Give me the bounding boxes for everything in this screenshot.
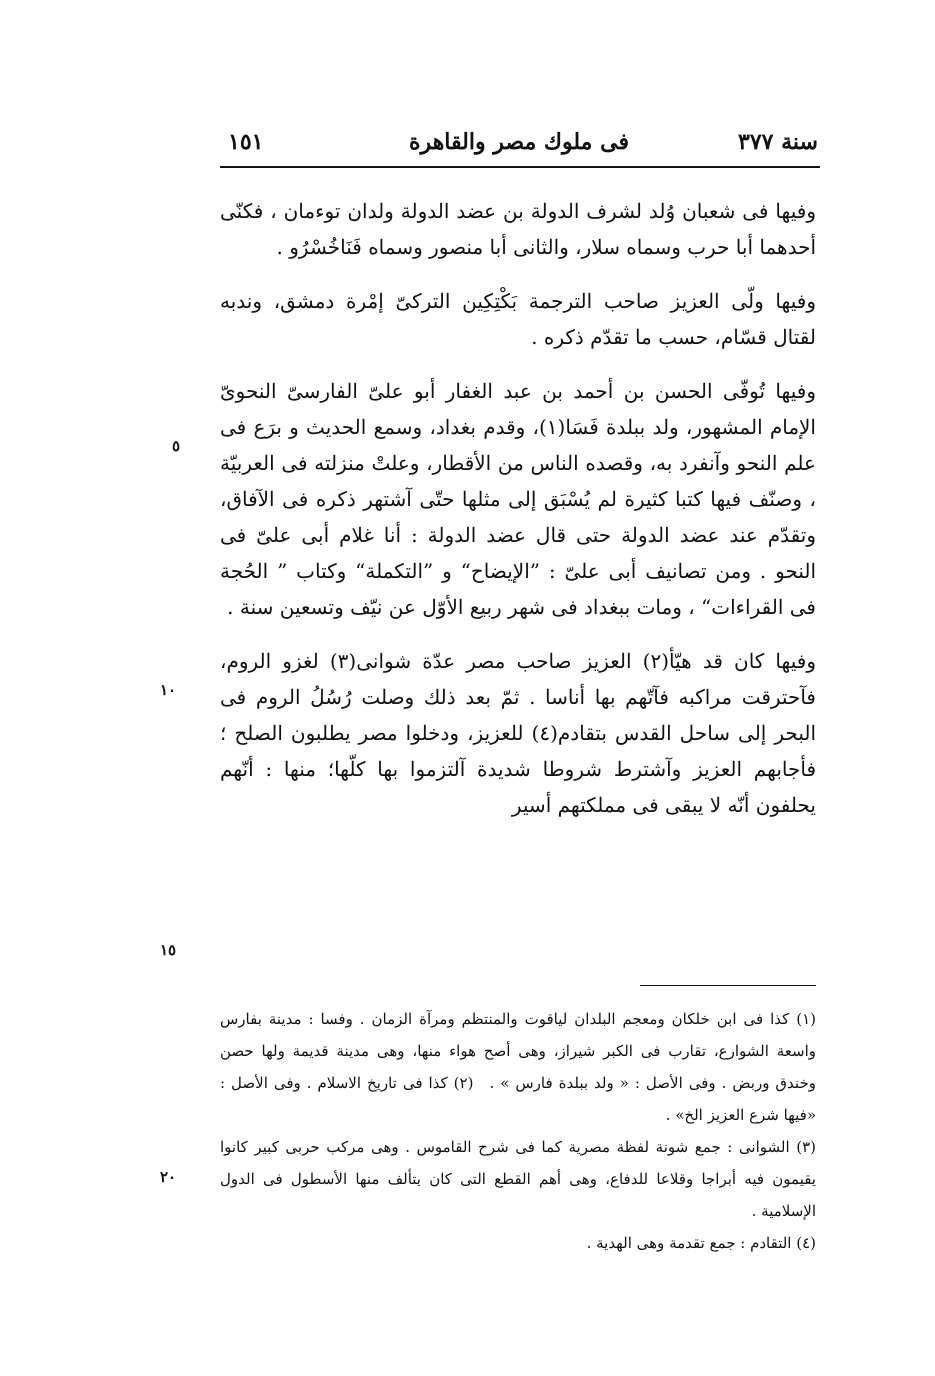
paragraph-damascus-governor: وفيها ولّى العزيز صاحب الترجمة بَكْتِكِين التركىّ إمْرة دمشق، وندبه لقتال قسّام، حسب ما تقدّم ذكره . — [220, 289, 816, 349]
footnote-2: (٢) كذا فى تاريخ الاسلام . وفى الأصل : «فيها شرع العزيز الخ» . — [220, 1074, 816, 1124]
footnotes — [220, 1003, 816, 1259]
footnote-1 — [220, 1003, 816, 1131]
footnote-1-variant: وفى الأصل : « ولد ببلدة فارس » . — [489, 1074, 716, 1092]
line-number-5: ٥ — [172, 437, 181, 455]
footnote-1-text: (١) كذا فى ابن خلكان ومعجم البلدان لياقوت والمنتظم ومرآة الزمان . وفسا : مدينة بفارس واسعة الشوارع، تقارب فى الكبر شيراز، وهى أصح هواء منها، وهى مدينة قديمة ولها حصن وخندق وربض . — [220, 1010, 816, 1092]
paragraph-abu-ali-farisi: وفيها تُوفّى الحسن بن أحمد بن عبد الغفار أبو علىّ الفارسىّ النحوىّ الإمام المشهور، ولد ببلدة فَسَا(١)، وقدم بغداد، وسمع الحديث و برَع فى علم النحو وآنفرد به، وقصده الناس من الأقطار، وعلتْ منزلته فى العربيّة ، وصنّف فيها كتبا كثيرة لم يُسْبَق إلى مثلها حتّى آشتهر ذكره فى الآفاق، وتقدّم عند عضد الدولة حتى قال عضد الدولة : أنا غلام أبى علىّ فى النحو . ومن تصانيف أبى علىّ : ”الإيضاح“ و ”التكملة“ وكتاب ” الحُجة فى القراءات“ ، ومات ببغداد فى شهر ربيع الأوّل عن نيّف وتسعين سنة . — [220, 379, 816, 619]
header-rule — [220, 166, 820, 168]
footnote-3: (٣) الشوانى : جمع شونة لفظة مصرية كما فى شرح القاموس . وهى مركب حربى كبير كانوا يقيمون فيه أبراجا وقلاعا للدفاع، وهى أهم القطع التى كان يتألف منها الأسطول فى الدول الإسلامية . — [220, 1138, 816, 1220]
footnote-rule — [640, 985, 816, 986]
header-year: سنة ٣٧٧ — [738, 129, 818, 155]
footnote-4: (٤) التقادم : جمع تقدمة وهى الهدية . — [586, 1234, 816, 1252]
line-number-20: ٢٠ — [160, 1168, 177, 1186]
paragraph-fleet-fire: وفيها كان قد هيّأ(٢) العزيز صاحب مصر عدّة شوانى(٣) لغزو الروم، فآحترقت مراكبه فآتّهم بها أناسا . ثمّ بعد ذلك وصلت رُسُلُ الروم فى البحر إلى ساحل القدس بتقادم(٤) للعزيز، ودخلوا مصر يطلبون الصلح ؛ فأجابهم العزيز وآشترط شروطا شديدة آلتزموا بها كلّها؛ منها : أنّهم يحلفون أنّه لا يبقى فى مملكتهم أسير — [220, 649, 817, 817]
running-header — [220, 125, 818, 165]
paragraph-births: وفيها فى شعبان وُلد لشرف الدولة بن عضد الدولة ولدان توءمان ، فكنّى أحدهما أبا حرب وسماه سلار، والثانى أبا منصور وسماه فَنَاخُسْرُو . — [220, 199, 816, 259]
line-number-10: ١٠ — [160, 681, 177, 699]
page-number: ١٥١ — [228, 129, 264, 155]
main-text — [220, 193, 816, 823]
header-title: فى ملوك مصر والقاهرة — [409, 129, 629, 155]
line-number-15: ١٥ — [160, 941, 177, 959]
